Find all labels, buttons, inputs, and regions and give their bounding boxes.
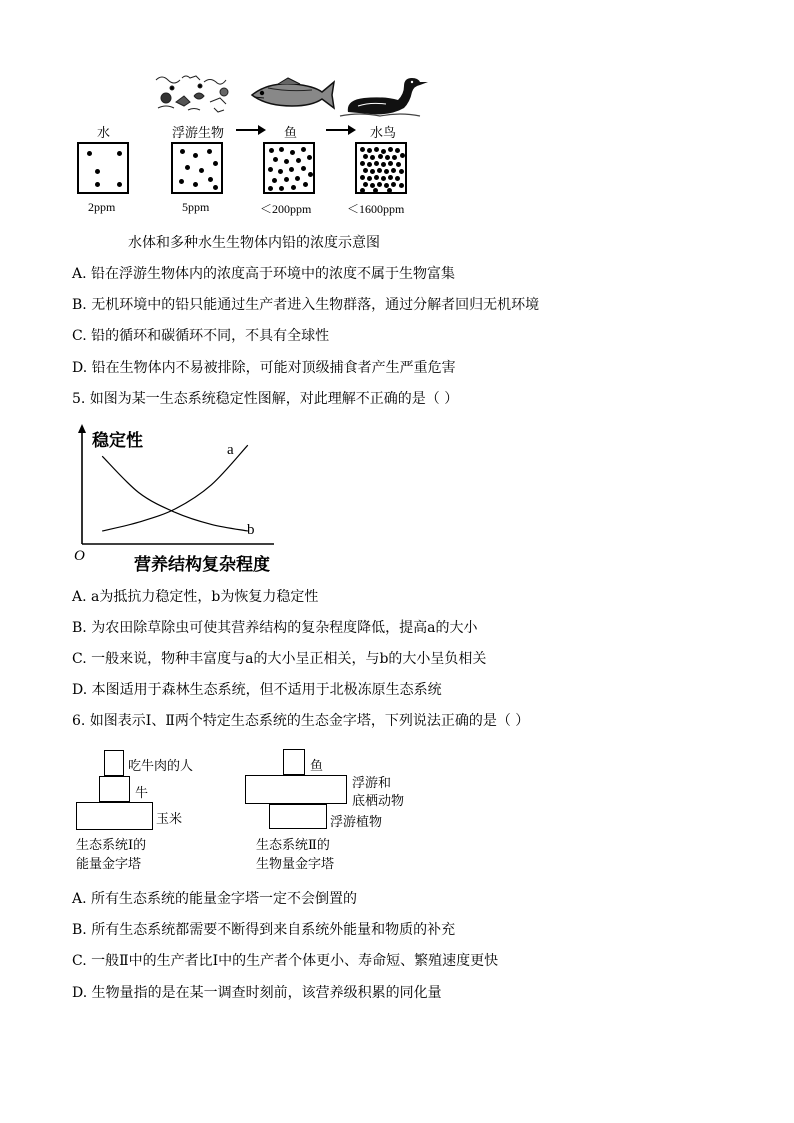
chart-y-label: 稳定性: [92, 431, 143, 451]
q4-option-b: B. 无机环境中的铅只能通过生产者进入生物群落，通过分解者回归无机环境: [72, 297, 540, 313]
pyramid2-label-phytoplankton: 浮游植物: [330, 815, 383, 830]
q5-stem: 5. 如图为某一生态系统稳定性图解，对此理解不正确的是（ ）: [72, 391, 459, 407]
pyramid1-middle-level: [99, 776, 130, 802]
chart-origin-label: O: [74, 548, 85, 564]
concentration-box-fish: [263, 142, 315, 194]
q6-stem: 6. 如图表示Ⅰ、Ⅱ两个特定生态系统的生态金字塔，下列说法正确的是（ ）: [72, 713, 530, 729]
label-plankton: 浮游生物: [172, 126, 225, 141]
chart-plot-area: [70, 424, 280, 546]
value-water: 2ppm: [88, 200, 116, 214]
series-a-label: a: [227, 442, 234, 458]
pyramid2-caption-line1: 生态系统Ⅱ的: [256, 838, 330, 853]
pyramid2-middle-level: [245, 775, 347, 804]
series-a-line: [102, 445, 248, 531]
arrow-right-icon: [236, 124, 266, 136]
q6-option-a: A. 所有生态系统的能量金字塔一定不会倒置的: [72, 891, 358, 907]
pyramid2-label-animals-line2: 底栖动物: [352, 794, 405, 809]
q4-option-d: D. 铅在生物体内不易被排除，可能对顶级捕食者产生严重危害: [72, 360, 456, 376]
q5-option-b: B. 为农田除草除虫可使其营养结构的复杂程度降低，提高a的大小: [72, 620, 478, 636]
q4-option-c: C. 铅的循环和碳循环不同，不具有全球性: [72, 328, 330, 344]
pyramid1-caption-line2: 能量金字塔: [76, 857, 142, 872]
figure1-caption: 水体和多种水生生物体内铅的浓度示意图: [128, 235, 380, 251]
pyramid1-label-human: 吃牛肉的人: [128, 759, 194, 774]
concentration-box-water: [77, 142, 129, 194]
plankton-illustration: [152, 72, 236, 114]
pyramid2-top-level: [283, 749, 305, 775]
value-fish: ＜200ppm: [260, 202, 312, 216]
pyramid1-caption-line1: 生态系统Ⅰ的: [76, 838, 147, 853]
pyramid2-label-animals-line1: 浮游和: [352, 776, 392, 791]
label-fish: 鱼: [284, 126, 298, 141]
q5-option-a: A. a为抵抗力稳定性，b为恢复力稳定性: [72, 589, 319, 605]
series-b-label: b: [247, 522, 255, 538]
fish-illustration: [248, 78, 336, 112]
q4-option-a: A. 铅在浮游生物体内的浓度高于环境中的浓度不属于生物富集: [72, 266, 456, 282]
concentration-box-waterbird: [355, 142, 407, 194]
pyramid1-top-level: [104, 750, 124, 776]
value-plankton: 5ppm: [182, 200, 210, 214]
pyramid1-label-cattle: 牛: [135, 786, 149, 801]
q6-option-b: B. 所有生态系统都需要不断得到来自系统外能量和物质的补充: [72, 922, 456, 938]
pyramid2-bottom-level: [269, 804, 327, 829]
pyramid1-bottom-level: [76, 802, 153, 830]
pyramid2-label-fish: 鱼: [310, 759, 324, 774]
concentration-box-plankton: [171, 142, 223, 194]
y-axis-arrow-icon: [78, 424, 86, 433]
series-b-line: [102, 456, 248, 531]
label-waterbird: 水鸟: [370, 126, 397, 141]
q5-option-c: C. 一般来说，物种丰富度与a的大小呈正相关，与b的大小呈负相关: [72, 651, 487, 667]
q6-option-c: C. 一般Ⅱ中的生产者比Ⅰ中的生产者个体更小、寿命短、繁殖速度更快: [72, 953, 499, 969]
q6-option-d: D. 生物量指的是在某一调查时刻前，该营养级积累的同化量: [72, 985, 442, 1001]
q5-option-d: D. 本图适用于森林生态系统，但不适用于北极冻原生态系统: [72, 682, 442, 698]
waterbird-illustration: [340, 72, 430, 118]
pyramid1-label-corn: 玉米: [156, 812, 183, 827]
chart-x-label: 营养结构复杂程度: [134, 555, 270, 575]
arrow-right-icon: [326, 124, 356, 136]
label-water: 水: [97, 126, 111, 141]
pyramid2-caption-line2: 生物量金字塔: [256, 857, 335, 872]
value-waterbird: ＜1600ppm: [347, 202, 405, 216]
